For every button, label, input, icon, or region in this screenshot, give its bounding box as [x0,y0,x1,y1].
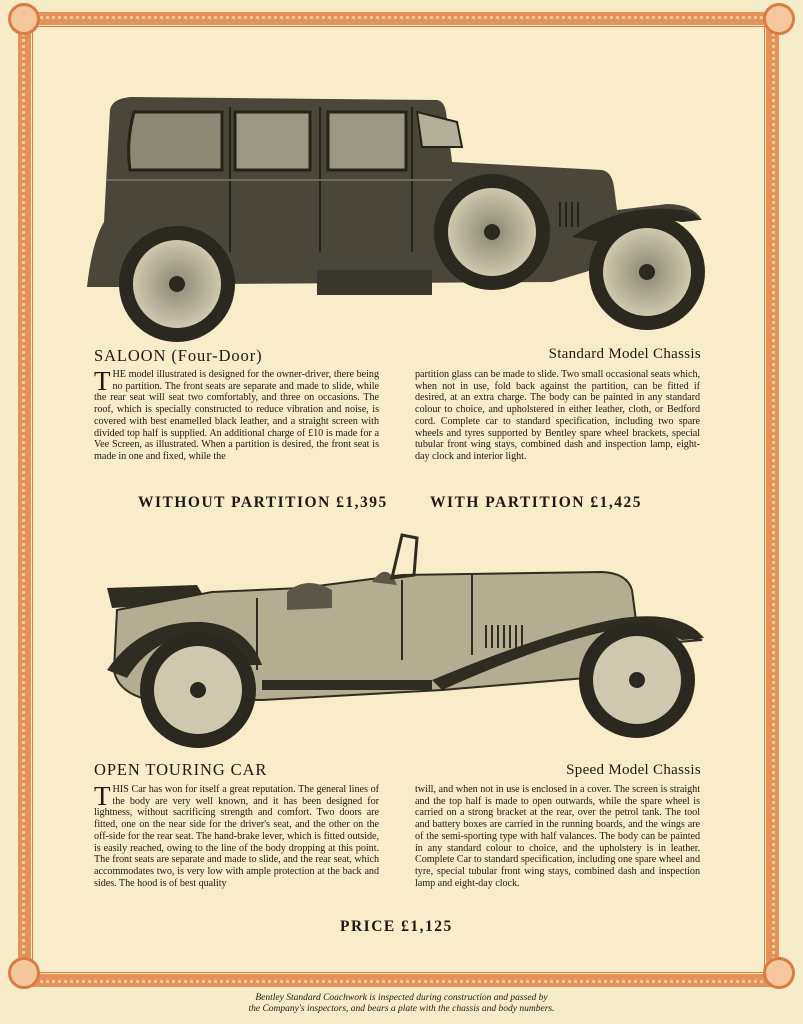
border-corner-ornament [763,957,795,989]
tourer-chassis-label: Speed Model Chassis [566,762,701,778]
tourer-description-col1 [94,781,379,889]
touring-car-illustration [82,530,712,750]
saloon-text-col1: HE model illustrated is designed for the owner-driver, there being no partition. The front seats are separate and made to slide, while the rear seat will seat two comfortably, and three on occasions. The roof, which is specially constructed to reduce vibration and noise, is covered with best enamelled black leather, and a straight screen with divided top half is supplied. An additional charge of £10 is made for a Vee Screen, as illustrated. When a partition is desired, the front seat is made in one and fixed, while the [94,369,379,462]
tourer-description-col2: twill, and when not in use is enclosed in a cover. The screen is straight and the top half is made to open outwards, while the spare wheel is carried on a strong bracket at the rear, over the petrol tank. The tool and battery boxes are carried in the running boards, and the wings are of the semi-sporting type with half valances. The body can be painted in any standard colour to choice, and the upholstery is in leather. Complete Car to standard specification, including one spare wheel and tyre, special tubular front wing stays, combined dash and inspection lamp and eight-day clock. [415,784,700,889]
saloon-dropcap: T [94,366,111,396]
border-corner-ornament [8,957,40,989]
border-corner-ornament [763,3,795,35]
saloon-description-col2: partition glass can be made to slide. Two small occasional seats which, when not in use, fold back against the partition, can be fitted if desired, at an extra charge. The body can be painted in any standard colour to choice, and upholstered in either leather, cloth, or Bedford cord. Complete car to standard specification, including two spare wheels and tyres supported by Bentley spare wheel brackets, special tubular front wing stays, combined dash and inspection lamp, eight-day clock and interior light. [415,369,700,462]
tourer-title: OPEN TOURING CAR [94,760,268,779]
saloon-price-with-partition: WITH PARTITION £1,425 [430,494,642,511]
saloon-car-illustration [82,92,712,342]
tourer-dropcap: T [94,781,111,811]
saloon-description-col1 [94,366,379,463]
tourer-price: PRICE £1,125 [340,918,453,935]
footnote-line-1: Bentley Standard Coachwork is inspected during construction and passed by [255,993,548,1003]
saloon-price-without-partition: WITHOUT PARTITION £1,395 [138,494,388,511]
border-corner-ornament [8,3,40,35]
footnote [0,993,803,1015]
tourer-text-col1: HIS Car has won for itself a great reputation. The general lines of the body are very well known, and it has been designed for lightness, without sacrificing strength and comfort. Two doors are fitted, one on the near side for the driver's seat, and the other on the off-side for the rear seat. The hand-brake lever, which is fitted outside, is easily reached, owing to the line of the body dropping at this point. The front seats are separate and made to slide, and the rear seat, which accommodates two, is very low with ample protection at the back and sides. The hood is of best quality [94,784,379,889]
saloon-title: SALOON (Four-Door) [94,346,263,365]
footnote-line-2: the Company's inspectors, and bears a plate with the chassis and body numbers. [248,1004,555,1014]
saloon-chassis-label: Standard Model Chassis [548,346,701,362]
